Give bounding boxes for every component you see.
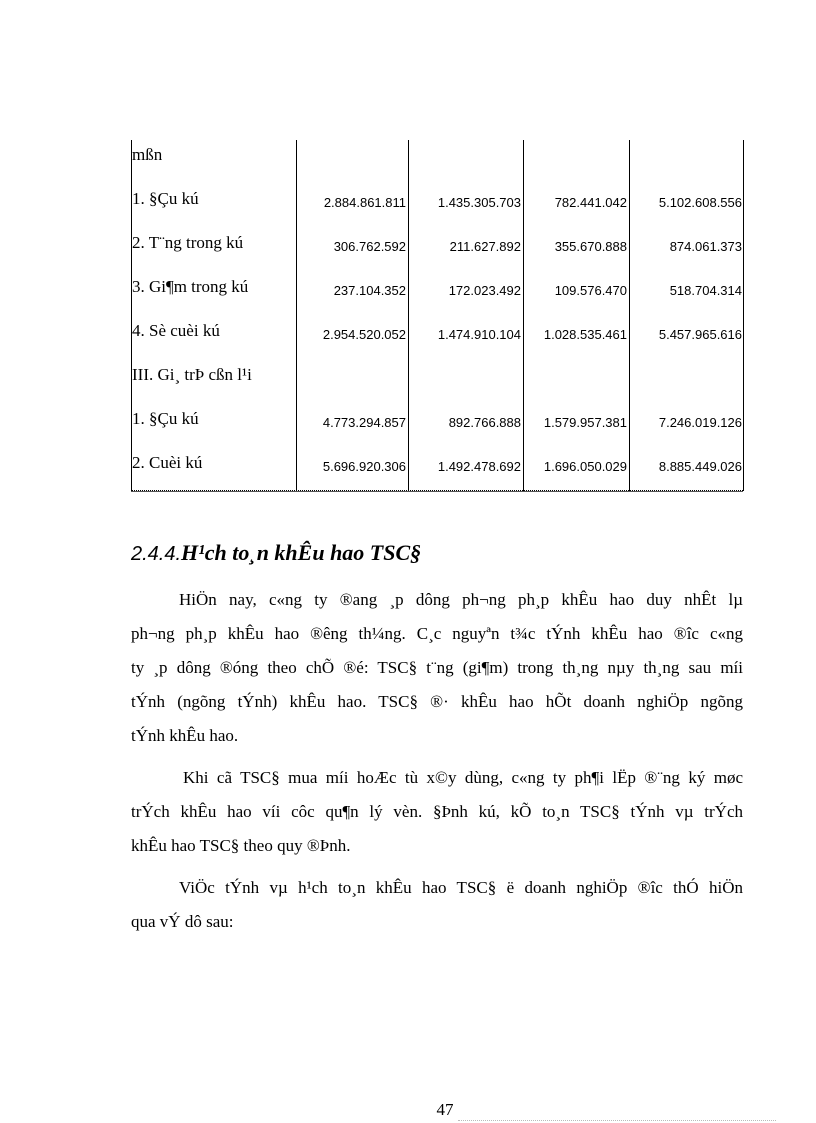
row-label: mßn: [132, 145, 163, 164]
cell-value: 7.246.019.126: [658, 415, 742, 430]
table-bottom-border: [131, 490, 743, 491]
table-row: [131, 453, 743, 477]
paragraph-line: ty ¸p dông ®óng theo chÕ ®é: TSC§ t¨ng (gi¶m) trong th¸ng nµy th¸ng sau míi: [131, 658, 743, 677]
cell-value: 518.704.314: [669, 283, 742, 298]
paragraph-line: ph¬ng ph¸p khÊu hao ®êng th¼ng. C¸c nguyªn t¾c tÝnh khÊu hao ®îc c«ng: [131, 624, 743, 643]
row-label: 3. Gi¶m trong kú: [132, 277, 249, 296]
cell-value: 1.492.478.692: [437, 459, 521, 474]
cell-value: 1.696.050.029: [543, 459, 627, 474]
cell-value: 1.435.305.703: [437, 195, 521, 210]
cell-value: 5.457.965.616: [658, 327, 742, 342]
paragraph: [131, 583, 743, 753]
cell-value: 8.885.449.026: [658, 459, 742, 474]
cell-value: 2.954.520.052: [322, 327, 406, 342]
row-label: 4. Sè cuèi kú: [132, 321, 220, 340]
paragraph: [131, 761, 743, 863]
row-label: 2. Cuèi kú: [132, 453, 203, 472]
cell-value: 4.773.294.857: [322, 415, 406, 430]
cell-value: 237.104.352: [333, 283, 406, 298]
table-row: [131, 145, 743, 169]
cell-value: 306.762.592: [333, 239, 406, 254]
table-row: [131, 277, 743, 301]
cell-value: 5.696.920.306: [322, 459, 406, 474]
cell-value: 5.102.608.556: [658, 195, 742, 210]
paragraph-line: tÝnh (ngõng tÝnh) khÊu hao. TSC§ ®· khÊu hao hÕt doanh nghiÖp ngõng: [131, 692, 743, 711]
row-label: 1. §Çu kú: [132, 409, 199, 428]
cell-value: 1.028.535.461: [543, 327, 627, 342]
table-border-right: [743, 140, 744, 491]
paragraph-line: qua vÝ dô sau:: [131, 912, 234, 931]
paragraph-line: tÝnh khÊu hao.: [131, 726, 239, 745]
section-number: 2.4.4.: [131, 543, 182, 565]
cell-value: 355.670.888: [554, 239, 627, 254]
cell-value: 1.579.957.381: [543, 415, 627, 430]
paragraph: [131, 871, 743, 939]
cell-value: 172.023.492: [448, 283, 521, 298]
row-label: III. Gi¸ trÞ cßn l¹i: [132, 365, 252, 384]
table-row: [131, 189, 743, 213]
row-label: 2. T¨ng trong kú: [132, 233, 244, 252]
row-label: 1. §Çu kú: [132, 189, 199, 208]
cell-value: 1.474.910.104: [437, 327, 521, 342]
paragraph-line: khÊu hao TSC§ theo quy ®Þnh.: [131, 836, 351, 855]
section-title: H¹ch to¸n khÊu hao TSC§: [181, 540, 422, 565]
cell-value: 782.441.042: [554, 195, 627, 210]
footer-dotted-line: [458, 1120, 776, 1121]
section-heading: [131, 540, 421, 566]
cell-value: 2.884.861.811: [323, 195, 406, 210]
fixed-asset-table: [131, 140, 743, 491]
table-row: [131, 365, 743, 389]
cell-value: 109.576.470: [554, 283, 627, 298]
table-row: [131, 233, 743, 257]
cell-value: 892.766.888: [448, 415, 521, 430]
paragraph-line: trÝch khÊu hao víi côc qu¶n lý vèn. §Þnh kú, kÕ to¸n TSC§ tÝnh vµ trÝch: [131, 802, 743, 821]
page-number: 47: [436, 1100, 454, 1119]
cell-value: 211.627.892: [449, 239, 521, 254]
paragraph-line: ViÖc tÝnh vµ h¹ch to¸n khÊu hao TSC§ ë doanh nghiÖp ®îc thÓ hiÖn: [179, 878, 743, 897]
paragraph-line: Khi cã TSC§ mua míi hoÆc tù x©y dùng, c«ng ty ph¶i lËp ®¨ng ký møc: [183, 768, 743, 787]
table-row: [131, 409, 743, 433]
paragraph-line: HiÖn nay, c«ng ty ®ang ¸p dông ph¬ng ph¸p khÊu hao duy nhÊt lµ: [179, 590, 743, 609]
table-row: [131, 321, 743, 345]
cell-value: 874.061.373: [669, 239, 742, 254]
